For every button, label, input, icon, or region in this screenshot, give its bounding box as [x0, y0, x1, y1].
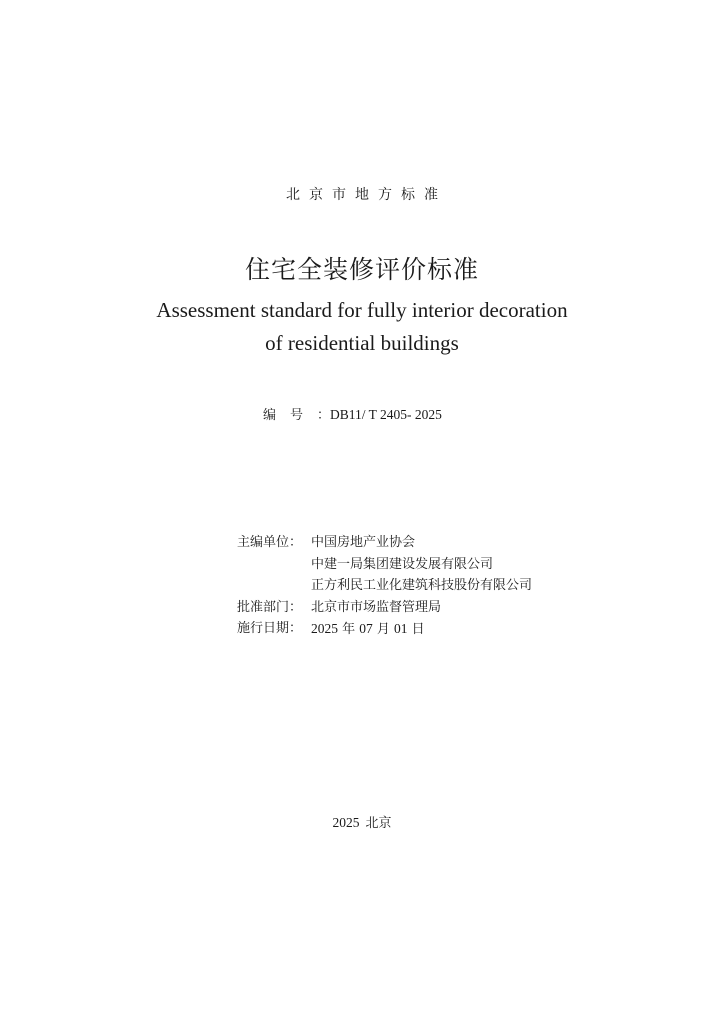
effective-date-value	[311, 618, 425, 641]
effective-date-year: 2025	[311, 621, 338, 636]
editor-row	[237, 532, 532, 597]
editor-organizations	[311, 532, 532, 597]
english-title-line-2: of residential buildings	[265, 331, 459, 355]
editor-label: 主编单位：	[237, 535, 303, 550]
footer-year: 2025	[332, 815, 360, 830]
effective-date-year-unit: 年	[338, 622, 360, 637]
effective-date-month: 07	[359, 621, 373, 636]
footer-city: 北京	[365, 816, 392, 831]
standard-code-colon: ：	[317, 408, 331, 423]
effective-date-day: 01	[394, 621, 408, 636]
effective-date-label: 施行日期：	[237, 621, 303, 636]
standard-code	[263, 404, 442, 423]
editor-organization: 中建一局集团建设发展有限公司	[311, 556, 494, 572]
publication-info	[237, 532, 532, 641]
approver-value: 北京市市场监督管理局	[311, 599, 442, 615]
english-title	[0, 294, 724, 360]
standard-code-label: 编号	[263, 408, 318, 423]
effective-date-row	[237, 618, 532, 641]
english-title-line-1: Assessment standard for fully interior decoration	[156, 298, 568, 322]
chinese-title: 住宅全装修评价标准	[244, 255, 479, 284]
standard-code-value: DB11/ T 2405- 2025	[330, 407, 442, 422]
effective-date-month-unit: 月	[372, 622, 395, 637]
approver-label: 批准部门：	[237, 599, 303, 615]
series-heading: 北京市地方标准	[286, 187, 447, 203]
editor-organization: 中国房地产业协会	[311, 535, 416, 550]
effective-date-day-unit: 日	[407, 622, 425, 637]
approver-row	[237, 597, 532, 619]
editor-organization: 正方利民工业化建筑科技股份有限公司	[311, 578, 533, 593]
publication-footer	[0, 812, 724, 831]
